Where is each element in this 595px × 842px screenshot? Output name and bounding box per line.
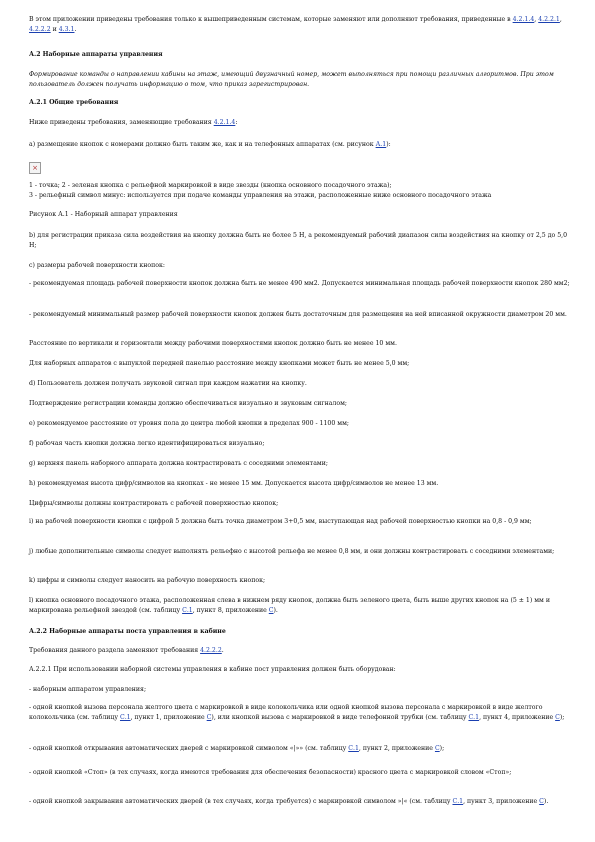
intro-italic-paragraph: Формирование команды о направлении кабины на этаж, имеющий двузначный номер, может выполняться при помощи различных алгоритмов. При этом пользователь должен получать информацию о том, что приказ зарегистрирован. bbox=[29, 71, 554, 89]
text-segment: - одной кнопкой открывания автоматических дверей с маркировкой символом «|»» (см. таблицу bbox=[29, 745, 349, 752]
figure-legend-line2: 3 - рельефный символ минус: используется при подаче команды управления на этажи, расположенные ниже основного посадочного этажа bbox=[29, 192, 492, 199]
text-segment: ). bbox=[543, 798, 549, 805]
link-appendix-c[interactable]: С bbox=[206, 714, 212, 722]
link-4-3-1[interactable]: 4.3.1 bbox=[58, 26, 75, 34]
link-table-c1[interactable]: С.1 bbox=[348, 745, 359, 752]
text-segment: , пункт 1, приложение bbox=[130, 714, 207, 722]
link-appendix-c[interactable]: С bbox=[268, 607, 274, 615]
item-k: k) цифры и символы следует наносить на рабочую поверхность кнопок; bbox=[29, 577, 266, 584]
text-segment: - одной кнопкой вызова персонала желтого цвета с маркировкой в виде колокольчика или одной кнопкой вызова персонала с маркировкой в виде желтого колокольчика (см. таблицу bbox=[29, 704, 543, 722]
figure-legend-line1: 1 - точка; 2 - зеленая кнопка с рельефной маркировкой в виде звезды (кнопка основного посадочного этажа); bbox=[29, 182, 392, 189]
a22-paragraph bbox=[29, 646, 571, 656]
text-segment: ): bbox=[386, 141, 391, 148]
item-d: d) Пользователь должен получать звуковой сигнал при каждом нажатии на кнопку. bbox=[29, 380, 307, 387]
item-l bbox=[29, 596, 571, 616]
list-item-door-close-button bbox=[29, 797, 571, 807]
text-segment: Ниже приведены требования, заменяющие требования bbox=[29, 119, 214, 126]
link-figure-a1[interactable]: А.1 bbox=[375, 141, 387, 148]
link-table-c1[interactable]: С.1 bbox=[119, 714, 131, 722]
text-segment: , пункт 2, приложение bbox=[358, 745, 435, 752]
link-table-c1[interactable]: С.1 bbox=[182, 607, 193, 615]
link-table-c1[interactable]: С.1 bbox=[468, 714, 480, 722]
link-4-2-1-4[interactable]: 4.2.1.4 bbox=[512, 16, 535, 23]
text-segment: - одной кнопкой закрывания автоматических дверей (в тех случаях, когда требуется) с маркировкой символом »|« (см. таблицу bbox=[29, 798, 453, 805]
section-heading-a2: А.2 Наборные аппараты управления bbox=[29, 51, 163, 58]
item-a bbox=[29, 140, 571, 150]
item-c-1: - рекомендуемая площадь рабочей поверхности кнопок должна быть не менее 490 мм2. Допускается минимальная площадь рабочей поверхности кнопок 280 мм2; bbox=[29, 280, 570, 287]
text-segment: Требования данного раздела заменяют требования bbox=[29, 647, 201, 654]
text-segment: и bbox=[50, 26, 59, 34]
text-segment: ); bbox=[439, 745, 445, 752]
requirements-paragraph bbox=[29, 118, 571, 128]
section-heading-a22: А.2.2 Наборные аппараты поста управления в кабине bbox=[29, 628, 226, 635]
item-j: j) любые дополнительные символы следует выполнять рельефно с высотой рельефа не менее 0,8 мм, и они должны контрастировать с соседними элементами; bbox=[29, 548, 555, 555]
list-item-door-open-button bbox=[29, 744, 571, 754]
distance-paragraph-2: Для наборных аппаратов с выпуклой передней панелью расстояние между кнопками может быть не менее 5,0 мм; bbox=[29, 360, 410, 367]
contrast-paragraph: Цифры/символы должны контрастировать с рабочей поверхностью кнопок; bbox=[29, 500, 279, 507]
text-segment: ). bbox=[273, 607, 278, 615]
text-segment: . bbox=[221, 647, 224, 654]
confirm-paragraph: Подтверждение регистрации команды должно обеспечиваться визуально и звуковым сигналом; bbox=[29, 400, 347, 407]
text-segment: , пункт 3, приложение bbox=[463, 798, 540, 805]
item-f: f) рабочая часть кнопки должна легко идентифицироваться визуально; bbox=[29, 440, 265, 447]
item-c: c) размеры рабочей поверхности кнопок: bbox=[29, 262, 165, 269]
text-segment: ), или кнопкой вызова с маркировкой в виде телефонной трубки (см. таблицу bbox=[211, 714, 469, 722]
list-item-stop-button: - одной кнопкой «Стоп» (в тех случаях, когда имеются требования для обеспечения безопасности) красного цвета с маркировкой словом «Стоп»; bbox=[29, 769, 512, 776]
item-i: i) на рабочей поверхности кнопки с цифрой 5 должна быть точка диаметром 3+0,5 мм, выступающая над рабочей поверхностью кнопки на 0,8 - 0,9 мм; bbox=[29, 518, 532, 525]
text-segment: . bbox=[74, 26, 77, 34]
link-4-2-2-2[interactable]: 4.2.2.2 bbox=[200, 647, 222, 654]
distance-paragraph-1: Расстояние по вертикали и горизонтали между рабочими поверхностями кнопок должно быть не менее 10 мм. bbox=[29, 340, 397, 347]
broken-image-icon: × bbox=[29, 162, 41, 174]
item-c-2: - рекомендуемый минимальный размер рабочей поверхности кнопок должен быть достаточным для размещения на ней вписанной окружности диаметром 20 мм. bbox=[29, 311, 567, 318]
a221-paragraph: А.2.2.1 При использовании наборной системы управления в кабине пост управления должен быть оборудован: bbox=[29, 666, 396, 673]
link-appendix-c[interactable]: С bbox=[434, 745, 440, 752]
text-segment: l) кнопка основного посадочного этажа, расположенная слева в нижнем ряду кнопок, должна быть зеленого цвета, быть выше других кнопок на (5 ± 1) мм и маркирована рельефной звездой (см. таблицу bbox=[29, 597, 550, 615]
list-item-alarm-button bbox=[29, 703, 571, 723]
text-segment: , пункт 8, приложение bbox=[192, 607, 269, 615]
item-b: b) для регистрации приказа сила воздействия на кнопку должна быть не более 5 Н, а рекомендуемый рабочий диапазон силы воздействия на кнопку от 2,5 до 5,0 Н; bbox=[29, 232, 568, 250]
link-4-2-2-1[interactable]: 4.2.2.1 bbox=[538, 16, 560, 23]
text-segment: а) размещение кнопок с номерами должно быть таким же, как и на телефонных аппаратах (см. рисунок bbox=[29, 141, 376, 148]
text-segment: : bbox=[235, 119, 238, 126]
link-table-c1[interactable]: С.1 bbox=[452, 798, 464, 805]
link-4-2-2-2[interactable]: 4.2.2.2 bbox=[29, 26, 51, 34]
text-segment: В этом приложении приведены требования только к вышеприведенным системам, которые заменяют или дополняют требования, приведенные в bbox=[29, 16, 513, 23]
item-g: g) верхняя панель наборного аппарата должна контрастировать с соседними элементами; bbox=[29, 460, 328, 467]
item-h: h) рекомендуемая высота цифр/символов на кнопках - не менее 15 мм. Допускается высота цифр/символов не менее 13 мм. bbox=[29, 480, 439, 487]
link-4-2-1-4[interactable]: 4.2.1.4 bbox=[213, 119, 236, 126]
text-segment: , bbox=[534, 16, 539, 23]
item-e: e) рекомендуемое расстояние от уровня пола до центра любой кнопки в пределах 900 - 1100 мм; bbox=[29, 420, 349, 427]
list-item-dial-unit: - наборным аппаратом управления; bbox=[29, 686, 147, 693]
text-segment: , пункт 4, приложение bbox=[479, 714, 556, 722]
section-heading-a21: А.2.1 Общие требования bbox=[29, 99, 119, 106]
intro-paragraph bbox=[29, 15, 571, 35]
figure-caption: Рисунок А.1 - Наборный аппарат управления bbox=[29, 211, 178, 218]
link-appendix-c[interactable]: С bbox=[555, 714, 560, 722]
text-segment: ); bbox=[559, 714, 565, 722]
link-appendix-c[interactable]: С bbox=[539, 798, 544, 805]
text-segment: , bbox=[559, 16, 562, 23]
